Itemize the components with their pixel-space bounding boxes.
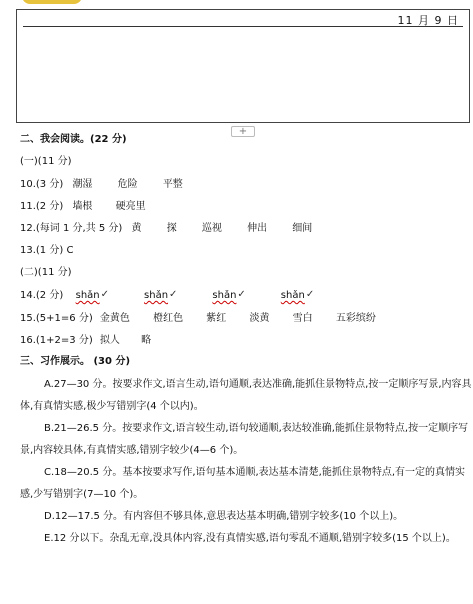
q13	[20, 244, 73, 258]
q11-word-1: 墙根	[72, 201, 93, 212]
pinyin-answer: shǎn✓	[212, 289, 246, 303]
q15-label: 15.(5+1=6 分)	[20, 313, 93, 324]
q12-word-3: 巡视	[201, 223, 222, 234]
q12-word-2: 探	[166, 223, 177, 234]
q11-word-2: 硬亮里	[115, 201, 146, 212]
divider	[23, 26, 463, 27]
q13-label: 13.(1 分)	[20, 245, 64, 256]
add-button[interactable]: +	[231, 126, 255, 137]
check-icon	[169, 291, 178, 298]
logo	[22, 0, 82, 4]
q10	[20, 178, 183, 192]
q11-label: 11.(2 分)	[20, 201, 64, 212]
q15-word-6: 五彩缤纷	[335, 313, 376, 324]
q11	[20, 200, 146, 214]
q15-word-1: 金黄色	[99, 313, 130, 324]
section2-title: 二、我会阅读。(22 分)	[20, 134, 127, 145]
q14-label: 14.(2 分)	[20, 290, 64, 301]
check-icon	[101, 291, 110, 298]
q16	[20, 334, 151, 348]
q12	[20, 222, 312, 236]
q12-label: 12.(每词 1 分,共 5 分)	[20, 223, 123, 234]
check-icon	[306, 291, 315, 298]
q10-word-2: 危险	[117, 179, 138, 190]
grade-c-paragraph: C.18—20.5 分。基本按要求写作,语句基本通顺,表达基本清楚,能抓住景物特点,有一定的真情实感,少写错别字(7—10 个)。	[20, 467, 466, 500]
q15	[20, 312, 376, 326]
answer-box	[16, 9, 470, 123]
q12-word-4: 伸出	[247, 223, 268, 234]
q16-word-2: 略	[141, 335, 152, 346]
grade-e-paragraph: E.12 分以下。杂乱无章,没具体内容,没有真情实感,语句零乱不通顺,错别字较多(15 个以上)。	[44, 533, 456, 544]
sub-heading-1: (一)(11 分)	[20, 156, 72, 167]
q14	[20, 289, 315, 303]
q12-word-5: 细间	[292, 223, 313, 234]
q16-label: 16.(1+2=3 分)	[20, 335, 93, 346]
q10-label: 10.(3 分)	[20, 179, 64, 190]
grade-b-paragraph: B.21—26.5 分。按要求作文,语言较生动,语句较通顺,表达较准确,能抓住景物特点,按一定顺序写景,内容较具体,有真情实感,错别字较少(4—6 个)。	[20, 423, 469, 456]
q10-word-3: 平整	[162, 179, 183, 190]
q12-word-1: 黄	[131, 223, 142, 234]
q16-word-1: 拟人	[99, 335, 120, 346]
check-icon	[237, 291, 246, 298]
date-label: 11 月 9 日	[397, 14, 459, 27]
q15-word-2: 橙红色	[153, 313, 184, 324]
sub-heading-2: (二)(11 分)	[20, 267, 72, 278]
grade-d-paragraph: D.12—17.5 分。有内容但不够具体,意思表达基本明确,错别字较多(10 个以上)。	[44, 511, 404, 522]
top-header-strip	[0, 0, 473, 6]
q10-word-1: 潮湿	[72, 179, 93, 190]
section3-title: 三、习作展示。 (30 分)	[20, 356, 131, 367]
pinyin-answer: shǎn✓	[76, 289, 110, 303]
pinyin-answer: shǎn✓	[281, 289, 315, 303]
pinyin-answer: shǎn✓	[144, 289, 178, 303]
q13-answer: C	[66, 245, 74, 256]
q15-word-3: 紫红	[206, 313, 227, 324]
grade-a-paragraph: A.27—30 分。按要求作文,语言生动,语句通顺,表达准确,能抓住景物特点,按一定顺序写景,内容具体,有真情实感,极少写错别字(4 个以内)。	[20, 379, 472, 412]
q15-word-5: 雪白	[292, 313, 313, 324]
q15-word-4: 淡黄	[249, 313, 270, 324]
